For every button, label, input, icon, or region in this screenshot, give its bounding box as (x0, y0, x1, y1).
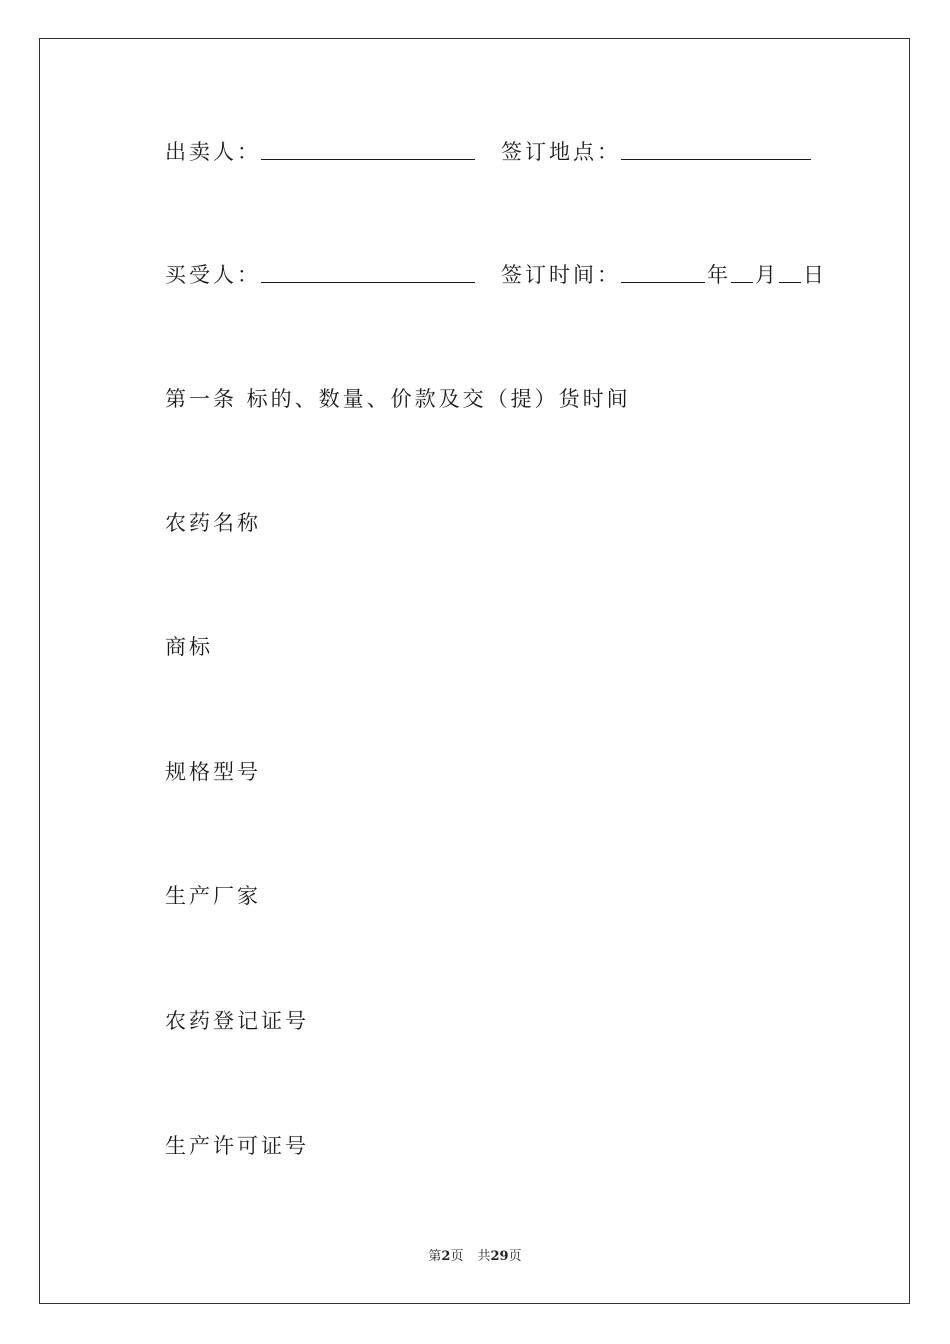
buyer-label: 买受人： (165, 263, 261, 287)
total-prefix: 共 (477, 1249, 491, 1264)
day-label: 日 (803, 263, 827, 287)
page-prefix: 第 (428, 1249, 442, 1264)
seller-row (165, 137, 813, 167)
page-total: 29 (490, 1249, 509, 1264)
buyer-row (165, 260, 827, 290)
buyer-blank[interactable] (261, 260, 475, 283)
sign-place-blank[interactable] (621, 137, 811, 160)
year-label: 年 (707, 263, 731, 287)
sign-time-label: 签订时间： (501, 263, 621, 287)
item-specification-model: 规格型号 (165, 760, 261, 784)
article-1-heading: 第一条 标的、数量、价款及交（提）货时间 (165, 387, 631, 411)
item-registration-number: 农药登记证号 (165, 1009, 309, 1033)
seller-label: 出卖人： (165, 140, 261, 164)
month-label: 月 (755, 263, 779, 287)
page-suffix: 页 (450, 1249, 464, 1264)
total-suffix: 页 (508, 1249, 522, 1264)
page-border (39, 38, 910, 1304)
seller-blank[interactable] (261, 137, 475, 160)
page-indicator (0, 1248, 950, 1266)
item-trademark: 商标 (165, 635, 213, 659)
item-manufacturer: 生产厂家 (165, 884, 261, 908)
item-pesticide-name: 农药名称 (165, 511, 261, 535)
sign-place-label: 签订地点： (501, 140, 621, 164)
day-blank[interactable] (779, 260, 801, 283)
month-blank[interactable] (731, 260, 753, 283)
year-blank[interactable] (621, 260, 705, 283)
item-production-license-number: 生产许可证号 (165, 1134, 309, 1158)
page-current: 2 (441, 1249, 451, 1264)
